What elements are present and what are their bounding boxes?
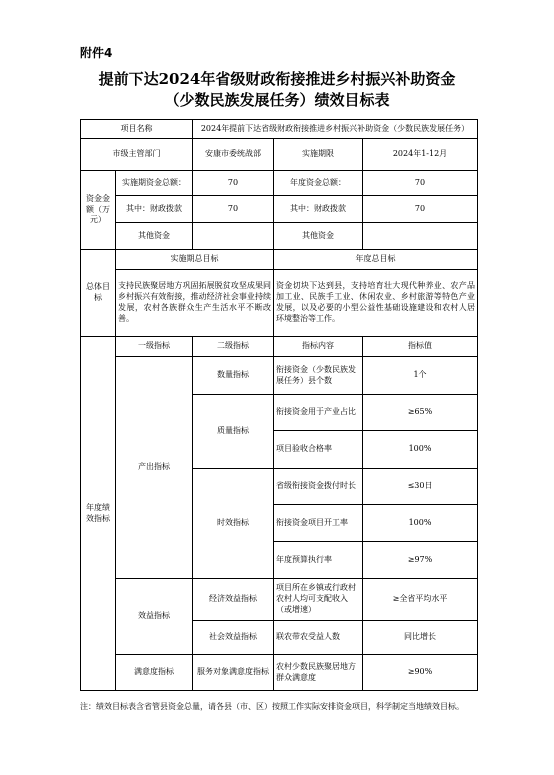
annual-total-value: 70 [363, 171, 478, 196]
indicator-value: 1个 [363, 357, 478, 395]
attachment-label: 附件4 [80, 46, 113, 60]
funds-label: 资金金额（万元） [81, 171, 116, 250]
social-benefit-label: 社会效益指标 [193, 621, 274, 655]
indicator-content: 项目所在乡镇或行政村农村人均可支配收入（或增速） [274, 579, 363, 621]
output-indicator-label: 产出指标 [116, 357, 193, 579]
header-value: 指标值 [363, 337, 478, 357]
overall-period-text: 支持民族聚居地方巩固拓展脱贫攻坚成果同乡村振兴有效衔接，推动经济社会事业持续发展，农村各族群众生产生活水平不断改善。 [116, 270, 274, 337]
overall-annual-text: 资金切块下达到县，支持培育壮大现代种养业、农产品加工业、民族手工业、休闲农业、乡村旅游等特色产业发展，以及必要的小型公益性基础设施建设和农村人居环境整治等工作。 [274, 270, 478, 337]
indicators-label: 年度绩效指标 [81, 337, 116, 691]
funds-other-label: 其他资金 [116, 223, 193, 250]
period-label: 实施期限 [274, 139, 363, 171]
indicator-content: 衔接资金项目开工率 [274, 505, 363, 542]
indicator-value: ≥全省平均水平 [363, 579, 478, 621]
indicator-content: 衔接资金用于产业占比 [274, 395, 363, 431]
funds-total-label: 实施期资金总额： [116, 171, 193, 196]
header-content: 指标内容 [274, 337, 363, 357]
indicator-value: ≥90% [363, 655, 478, 691]
indicator-content: 农村少数民族聚居地方群众满意度 [274, 655, 363, 691]
indicator-value: 100% [363, 431, 478, 469]
indicator-value: ≤30日 [363, 469, 478, 505]
annual-other-label: 其他资金 [274, 223, 363, 250]
funds-total-value: 70 [193, 171, 274, 196]
funds-fiscal-label: 其中：财政拨款 [116, 196, 193, 223]
performance-table [80, 119, 478, 691]
quantity-indicator-label: 数量指标 [193, 357, 274, 395]
econ-benefit-label: 经济效益指标 [193, 579, 274, 621]
annual-fiscal-value: 70 [363, 196, 478, 223]
funds-fiscal-value: 70 [193, 196, 274, 223]
period-value: 2024年1-12月 [363, 139, 478, 171]
indicator-content: 省级衔接资金拨付时长 [274, 469, 363, 505]
page-title: 提前下达2024年省级财政衔接推进乡村振兴补助资金 [98, 70, 456, 88]
project-name-value: 2024年提前下达省级财政衔接推进乡村振兴补助资金（少数民族发展任务） [193, 120, 478, 139]
overall-period-header: 实施期总目标 [116, 250, 274, 270]
annual-fiscal-label: 其中：财政拨款 [274, 196, 363, 223]
satisfaction-indicator-label: 满意度指标 [116, 655, 193, 691]
indicator-value: ≥97% [363, 542, 478, 579]
page-subtitle: （少数民族发展任务）绩效目标表 [164, 91, 390, 109]
overall-label: 总体目标 [81, 250, 116, 337]
quality-indicator-label: 质量指标 [193, 395, 274, 469]
indicator-content: 项目验收合格率 [274, 431, 363, 469]
funds-other-value [193, 223, 274, 250]
service-satisfaction-label: 服务对象满意度指标 [193, 655, 274, 691]
header-level2: 二级指标 [193, 337, 274, 357]
timeliness-indicator-label: 时效指标 [193, 469, 274, 579]
indicator-value: 同比增长 [363, 621, 478, 655]
benefit-indicator-label: 效益指标 [116, 579, 193, 655]
overall-annual-header: 年度总目标 [274, 250, 478, 270]
indicator-value: 100% [363, 505, 478, 542]
annual-other-value [363, 223, 478, 250]
footnote: 注：绩效目标表含省管县资金总量，请各县（市、区）按照工作实际安排资金项目，科学制定当地绩效目标。 [80, 702, 464, 711]
dept-label: 市级主管部门 [81, 139, 193, 171]
indicator-content: 联农带农受益人数 [274, 621, 363, 655]
indicator-content: 衔接资金（少数民族发展任务）县个数 [274, 357, 363, 395]
indicator-value: ≥65% [363, 395, 478, 431]
indicator-content: 年度预算执行率 [274, 542, 363, 579]
annual-total-label: 年度资金总额： [274, 171, 363, 196]
project-name-label: 项目名称 [81, 120, 193, 139]
header-level1: 一级指标 [116, 337, 193, 357]
dept-value: 安康市委统战部 [193, 139, 274, 171]
